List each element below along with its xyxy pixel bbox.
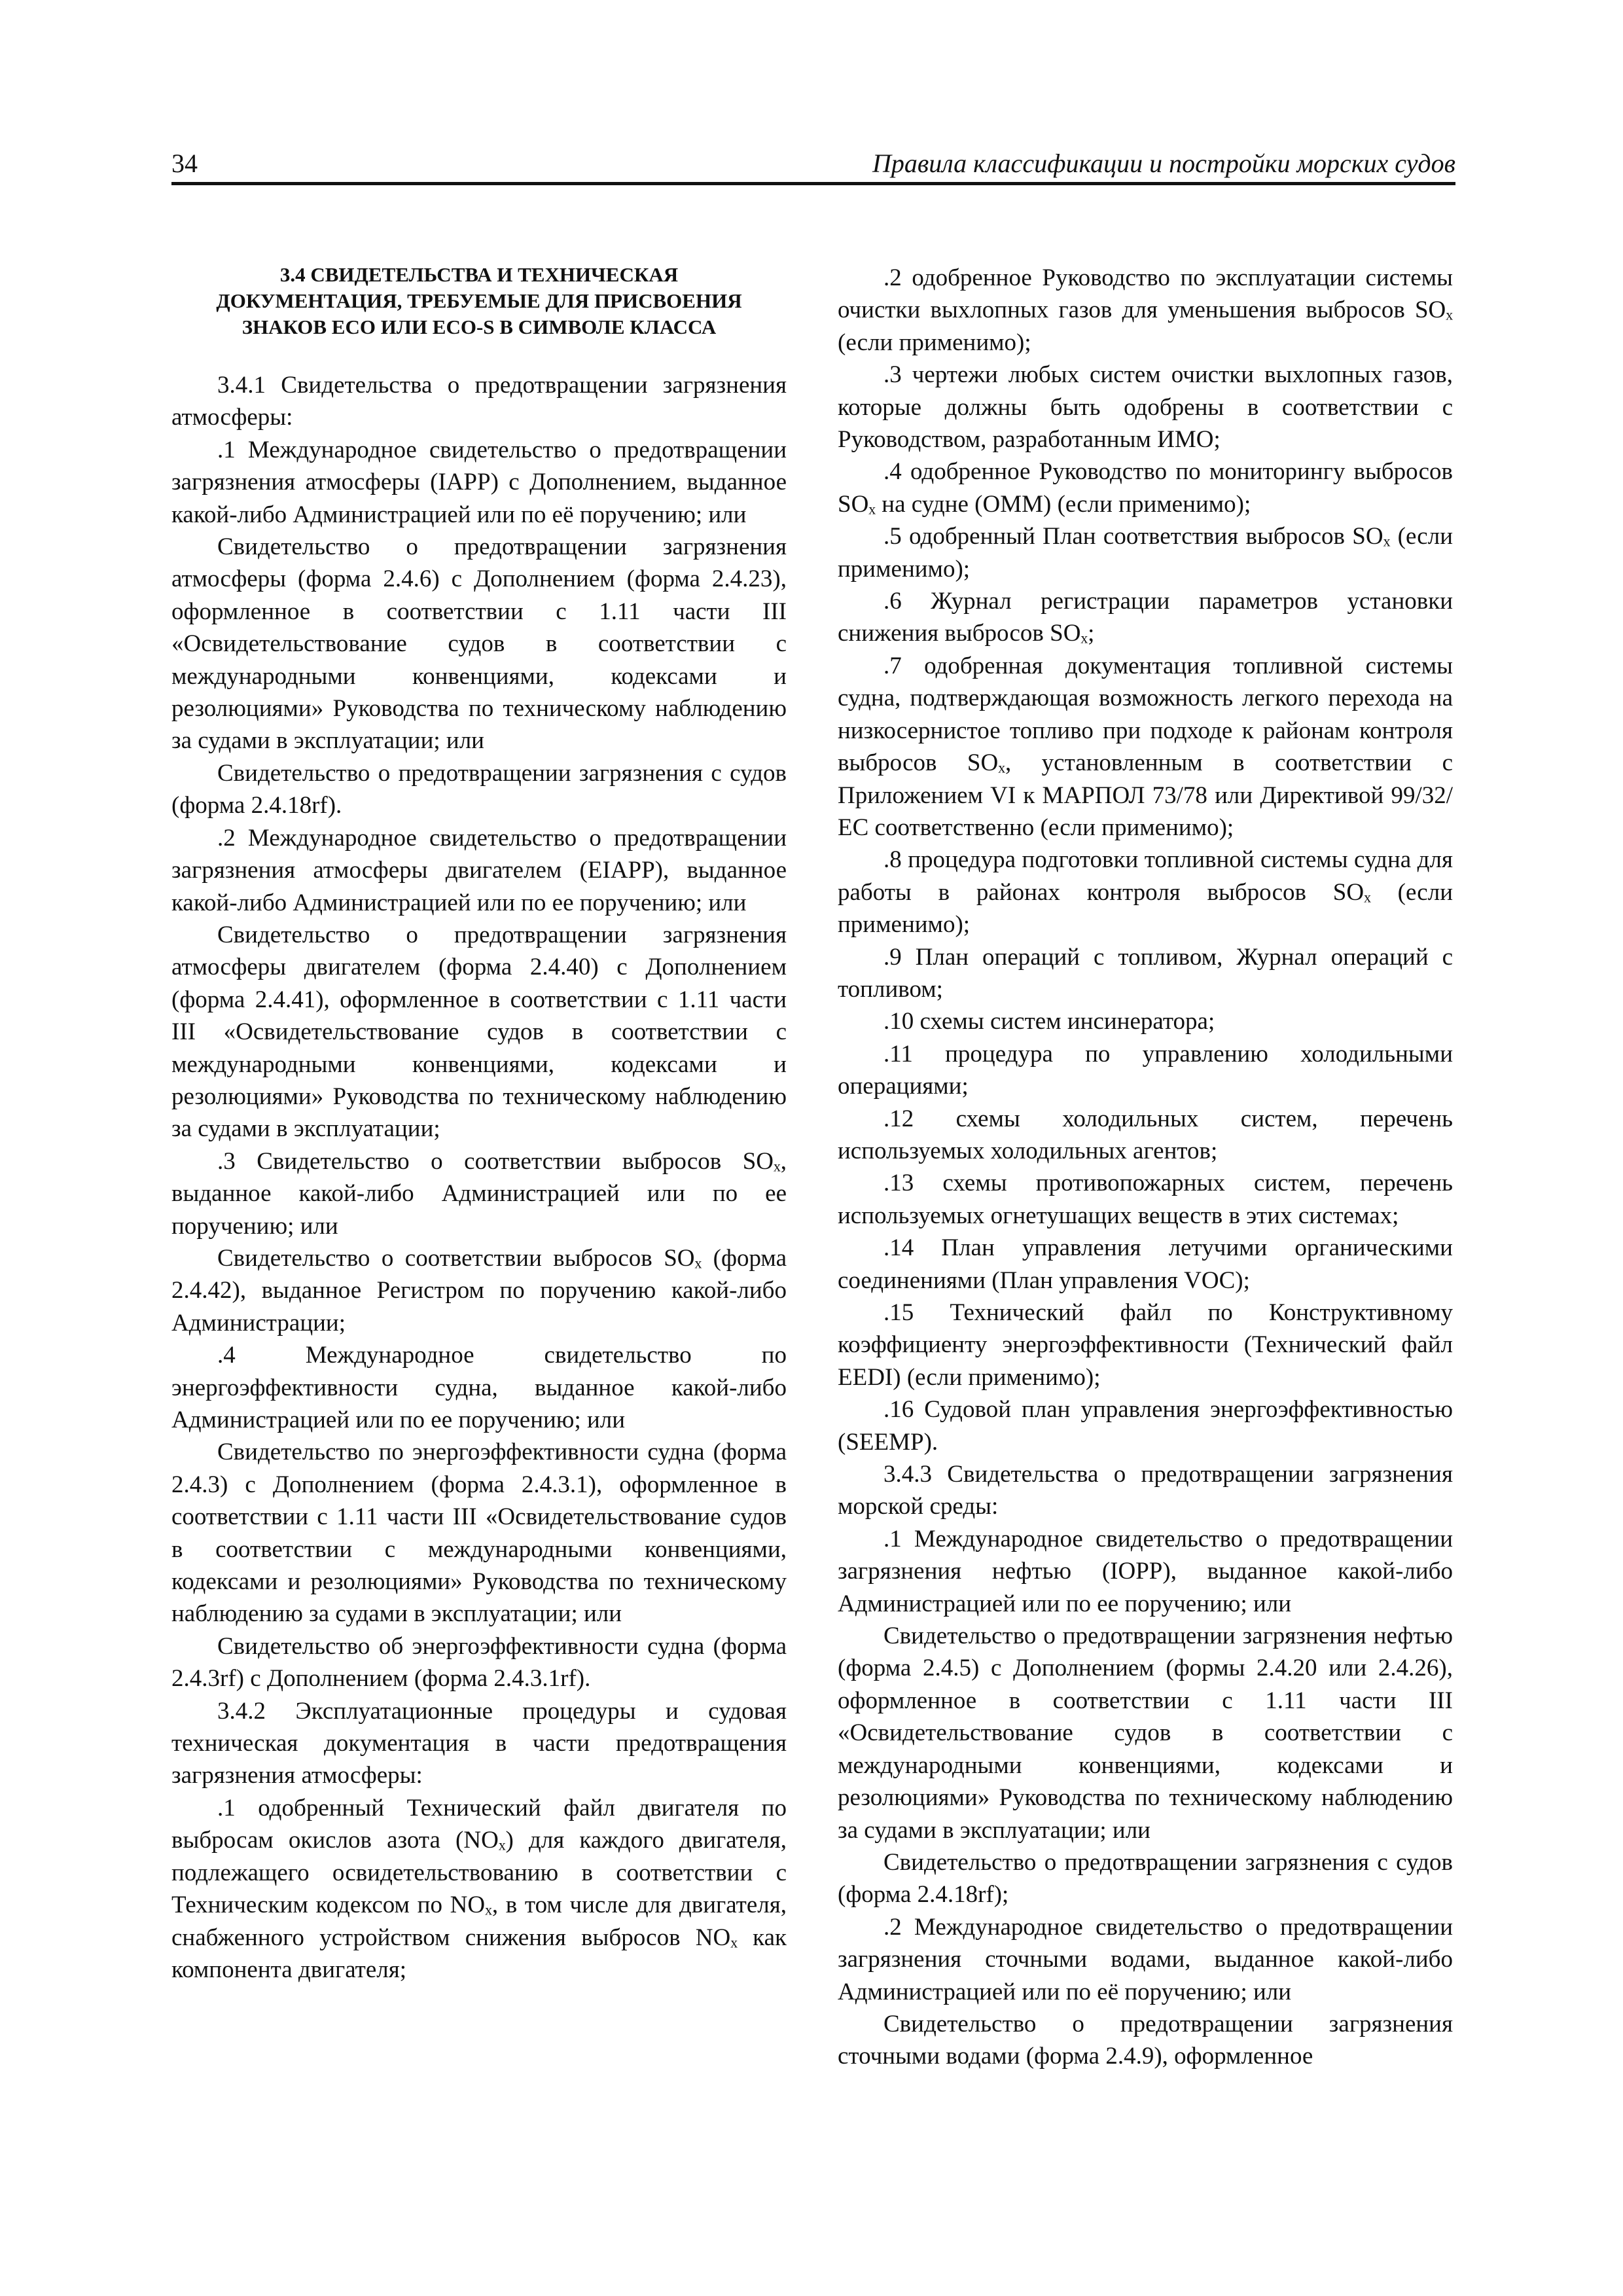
paragraph: .14 План управления летучими органическими соединениями (План управления VOC);: [838, 1234, 1453, 1294]
paragraph: .1 одобренный Технический файл двигателя по выбросам окислов азота (NOₓ) для каждого двигателя, подлежащего освидетельствованию в соответствии с Техническим кодексом по NOₓ, в том числе для двигателя, снабженного устройством снижения выбросов NOₓ как компонента двигателя;: [171, 1794, 787, 1983]
paragraph: .5 одобренный План соответствия выбросов SOₓ (если применимо);: [838, 523, 1453, 583]
paragraph: .8 процедура подготовки топливной системы судна для работы в районах контроля выбросов SOₓ (если применимо);: [838, 846, 1453, 939]
paragraph: Свидетельство о соответствии выбросов SOₓ (форма 2.4.42), выданное Регистром по поручению какой-либо Администрации;: [171, 1244, 787, 1336]
paragraph: .2 одобренное Руководство по эксплуатации системы очистки выхлопных газов для уменьшения выбросов SOₓ (если применимо);: [838, 264, 1453, 356]
paragraph: Свидетельство о предотвращении загрязнения с судов (форма 2.4.18rf);: [838, 1848, 1453, 1909]
paragraph: .7 одобренная документация топливной системы судна, подтверждающая возможность легкого перехода на низкосернистое топливо при подходе к районам контроля выбросов SOₓ, установленным в соответствии с Приложением VI к МАРПОЛ 73/78 или Директивой 99/32/ЕС соответственно (если применимо);: [838, 652, 1453, 841]
paragraph: Свидетельство о предотвращении загрязнения сточными водами (форма 2.4.9), оформленное: [838, 2010, 1453, 2070]
paragraph: .1 Международное свидетельство о предотвращении загрязнения нефтью (IOPP), выданное какой-либо Администрацией или по ее поручению; или: [838, 1525, 1453, 1617]
paragraph: Свидетельство по энергоэффективности судна (форма 2.4.3) с Дополнением (форма 2.4.3.1), оформленное в соответствии с 1.11 части III «Освидетельствование судов в соответствии с международными конвенциями, кодексами и резолюциями» Руководства по техническому наблюдению за судами в эксплуатации; или: [171, 1439, 787, 1628]
left-column: [171, 262, 787, 1986]
paragraph: Свидетельство об энергоэффективности судна (форма 2.4.3rf) с Дополнением (форма 2.4.3.1rf).: [171, 1632, 787, 1693]
right-column: [838, 262, 1453, 2073]
paragraph: .13 схемы противопожарных систем, перечень используемых огнетушащих веществ в этих системах;: [838, 1170, 1453, 1229]
paragraph: Свидетельство о предотвращении загрязнения с судов (форма 2.4.18rf).: [171, 759, 787, 819]
paragraph: .4 одобренное Руководство по мониторингу выбросов SOₓ на судне (ОММ) (если применимо);: [838, 458, 1453, 518]
paragraph: 3.4.1 Свидетельства о предотвращении загрязнения атмосферы:: [171, 372, 787, 431]
running-title: Правила классификации и постройки морских судов: [872, 149, 1455, 178]
paragraph: .16 Судовой план управления энергоэффективностью (SEEMP).: [838, 1396, 1453, 1456]
paragraph: .12 схемы холодильных систем, перечень используемых холодильных агентов;: [838, 1105, 1453, 1164]
paragraph: .10 схемы систем инсинератора;: [883, 1008, 1215, 1035]
paragraph: .2 Международное свидетельство о предотвращении загрязнения атмосферы двигателем (EIAPP), выданное какой-либо Администрацией или по ее поручению; или: [171, 824, 787, 916]
paragraph: .3 чертежи любых систем очистки выхлопных газов, которые должны быть одобрены в соответствии с Руководством, разработанным ИМО;: [838, 361, 1453, 454]
paragraph: .3 Свидетельство о соответствии выбросов SOₓ, выданное какой-либо Администрацией или по ее поручению; или: [171, 1147, 787, 1240]
paragraph: .15 Технический файл по Конструктивному коэффициенту энергоэффективности (Технический файл EEDI) (если применимо);: [838, 1299, 1453, 1391]
paragraph: .4 Международное свидетельство по энергоэффективности судна, выданное какой-либо Администрацией или по ее поручению; или: [171, 1342, 787, 1433]
paragraph: .11 процедура по управлению холодильными операциями;: [838, 1040, 1453, 1100]
paragraph: 3.4.3 Свидетельства о предотвращении загрязнения морской среды:: [838, 1461, 1453, 1520]
paragraph: Свидетельство о предотвращении загрязнения атмосферы (форма 2.4.6) с Дополнением (форма 2.4.23), оформленное в соответствии с 1.11 части III «Освидетельствование судов в соответствии с международными конвенциями, кодексами и резолюциями» Руководства по техническому наблюдению за судами в эксплуатации; или: [171, 533, 787, 755]
paragraph: Свидетельство о предотвращении загрязнения атмосферы двигателем (форма 2.4.40) с Дополнением (форма 2.4.41), оформленное в соответствии с 1.11 части III «Освидетельствование судов в соответствии с международными конвенциями, кодексами и резолюциями» Руководства по техническому наблюдению за судами в эксплуатации;: [171, 921, 787, 1143]
heading-spacer: [171, 340, 787, 369]
paragraph: Свидетельство о предотвращении загрязнения нефтью (форма 2.4.5) с Дополнением (формы 2.4.20 или 2.4.26), оформленное в соответствии с 1.11 части III «Освидетельствование судов в соответствии с международными конвенциями, кодексами и резолюциями» Руководства по техническому наблюдению за судами в эксплуатации; или: [838, 1623, 1453, 1844]
paragraph: .2 Международное свидетельство о предотвращении загрязнения сточными водами, выданное какой-либо Администрацией или по её поручению; или: [838, 1913, 1453, 2005]
page-number: 34: [171, 149, 198, 178]
paragraph: 3.4.2 Эксплуатационные процедуры и судовая техническая документация в части предотвращения загрязнения атмосферы:: [171, 1697, 787, 1789]
paragraph: .9 План операций с топливом, Журнал операций с топливом;: [838, 943, 1453, 1003]
paragraph: .6 Журнал регистрации параметров установки снижения выбросов SOₓ;: [838, 588, 1453, 647]
paragraph: .1 Международное свидетельство о предотвращении загрязнения атмосферы (IAPP) с Дополнением, выданное какой-либо Администрацией или по её поручению; или: [171, 436, 787, 528]
page-header: [171, 145, 1455, 185]
section-heading: 3.4 СВИДЕТЕЛЬСТВА И ТЕХНИЧЕСКАЯ ДОКУМЕНТАЦИЯ, ТРЕБУЕМЫЕ ДЛЯ ПРИСВОЕНИЯ ЗНАКОВ ECO ИЛИ ECO-S В СИМВОЛЕ КЛАССА: [216, 263, 742, 338]
